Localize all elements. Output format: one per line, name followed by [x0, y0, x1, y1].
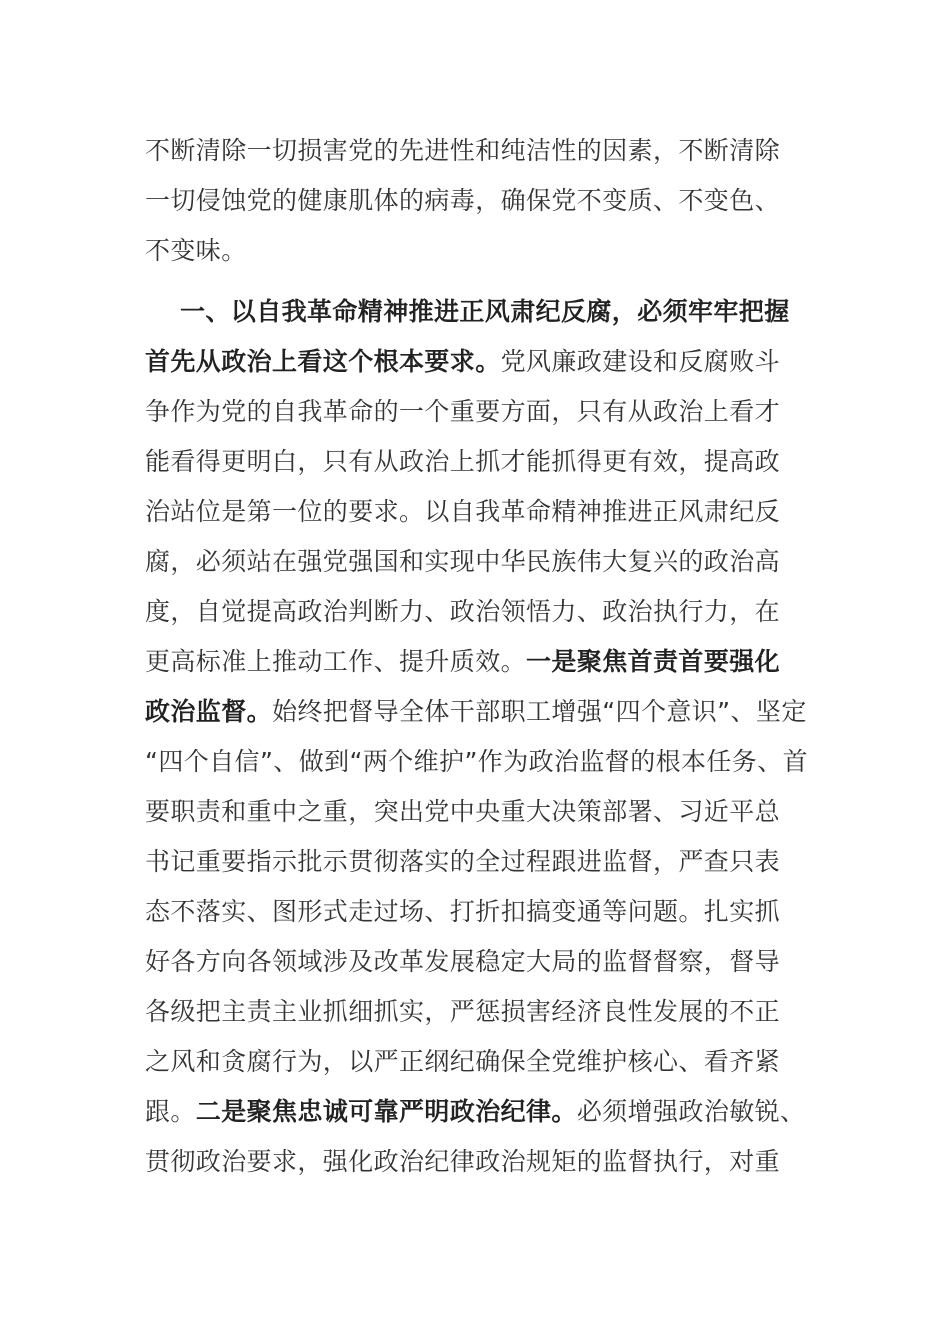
- text-segment: 不变味。: [145, 236, 247, 265]
- text-segment: 腐，必须站在强党强国和实现中华民族伟大复兴的政治高: [145, 547, 781, 576]
- text-segment: 争作为党的自我革命的一个重要方面，只有从政治上看才: [145, 397, 781, 426]
- text-line: [145, 126, 825, 176]
- text-line: [145, 287, 825, 337]
- text-line: [145, 1137, 825, 1187]
- text-segment: 始终把督导全体干部职工增强“四个意识”、坚定: [272, 697, 807, 726]
- text-line: [145, 737, 825, 787]
- text-line: [145, 637, 825, 687]
- text-line: [145, 176, 825, 226]
- text-segment: 更高标准上推动工作、提升质效。: [145, 647, 527, 676]
- text-line: [145, 387, 825, 437]
- text-segment: 不断清除一切损害党的先进性和纯洁性的因素，不断清除: [145, 136, 781, 165]
- text-segment: “四个自信”、做到“两个维护”作为政治监督的根本任务、首: [145, 747, 809, 776]
- text-line: [145, 787, 825, 837]
- text-line: [145, 587, 825, 637]
- text-segment: 贯彻政治要求，强化政治纪律政治规矩的监督执行，对重: [145, 1147, 781, 1176]
- paragraph-section-one: [145, 287, 825, 1187]
- text-segment: 态不落实、图形式走过场、打折扣搞变通等问题。扎实抓: [145, 897, 781, 926]
- text-segment: 跟。: [145, 1097, 196, 1126]
- text-line: [145, 1037, 825, 1087]
- bold-text-segment: 政治监督。: [145, 697, 273, 726]
- text-segment: 一切侵蚀党的健康肌体的病毒，确保党不变质、不变色、: [145, 186, 781, 215]
- bold-text-segment: 首先从政治上看这个根本要求。: [145, 347, 501, 376]
- text-segment: 书记重要指示批示贯彻落实的全过程跟进监督，严查只表: [145, 847, 781, 876]
- text-segment: 必须增强政治敏锐、: [576, 1097, 806, 1126]
- bold-text-segment: 一、以自我革命精神推进正风肃纪反腐，必须牢牢把握: [180, 297, 790, 326]
- text-line: [145, 437, 825, 487]
- text-line: [145, 1087, 825, 1137]
- text-segment: 好各方向各领域涉及改革发展稳定大局的监督督察，督导: [145, 947, 781, 976]
- text-line: [145, 487, 825, 537]
- text-line: [145, 337, 825, 387]
- text-segment: 各级把主责主业抓细抓实，严惩损害经济良性发展的不正: [145, 997, 781, 1026]
- text-segment: 党风廉政建设和反腐败斗: [500, 347, 781, 376]
- text-line: [145, 226, 825, 276]
- text-segment: 度，自觉提高政治判断力、政治领悟力、政治执行力，在: [145, 597, 781, 626]
- text-segment: 之风和贪腐行为，以严正纲纪确保全党维护核心、看齐紧: [145, 1047, 781, 1076]
- paragraph-intro: [145, 126, 825, 276]
- text-segment: 治站位是第一位的要求。以自我革命精神推进正风肃纪反: [145, 497, 781, 526]
- text-line: [145, 887, 825, 937]
- text-line: [145, 937, 825, 987]
- text-line: [145, 987, 825, 1037]
- text-line: [145, 837, 825, 887]
- text-segment: 要职责和重中之重，突出党中央重大决策部署、习近平总: [145, 797, 781, 826]
- bold-text-segment: 一是聚焦首责首要强化: [526, 647, 781, 676]
- text-segment: 能看得更明白，只有从政治上抓才能抓得更有效，提高政: [145, 447, 781, 476]
- text-line: [145, 687, 825, 737]
- text-line: [145, 537, 825, 587]
- bold-text-segment: 二是聚焦忠诚可靠严明政治纪律。: [195, 1097, 577, 1126]
